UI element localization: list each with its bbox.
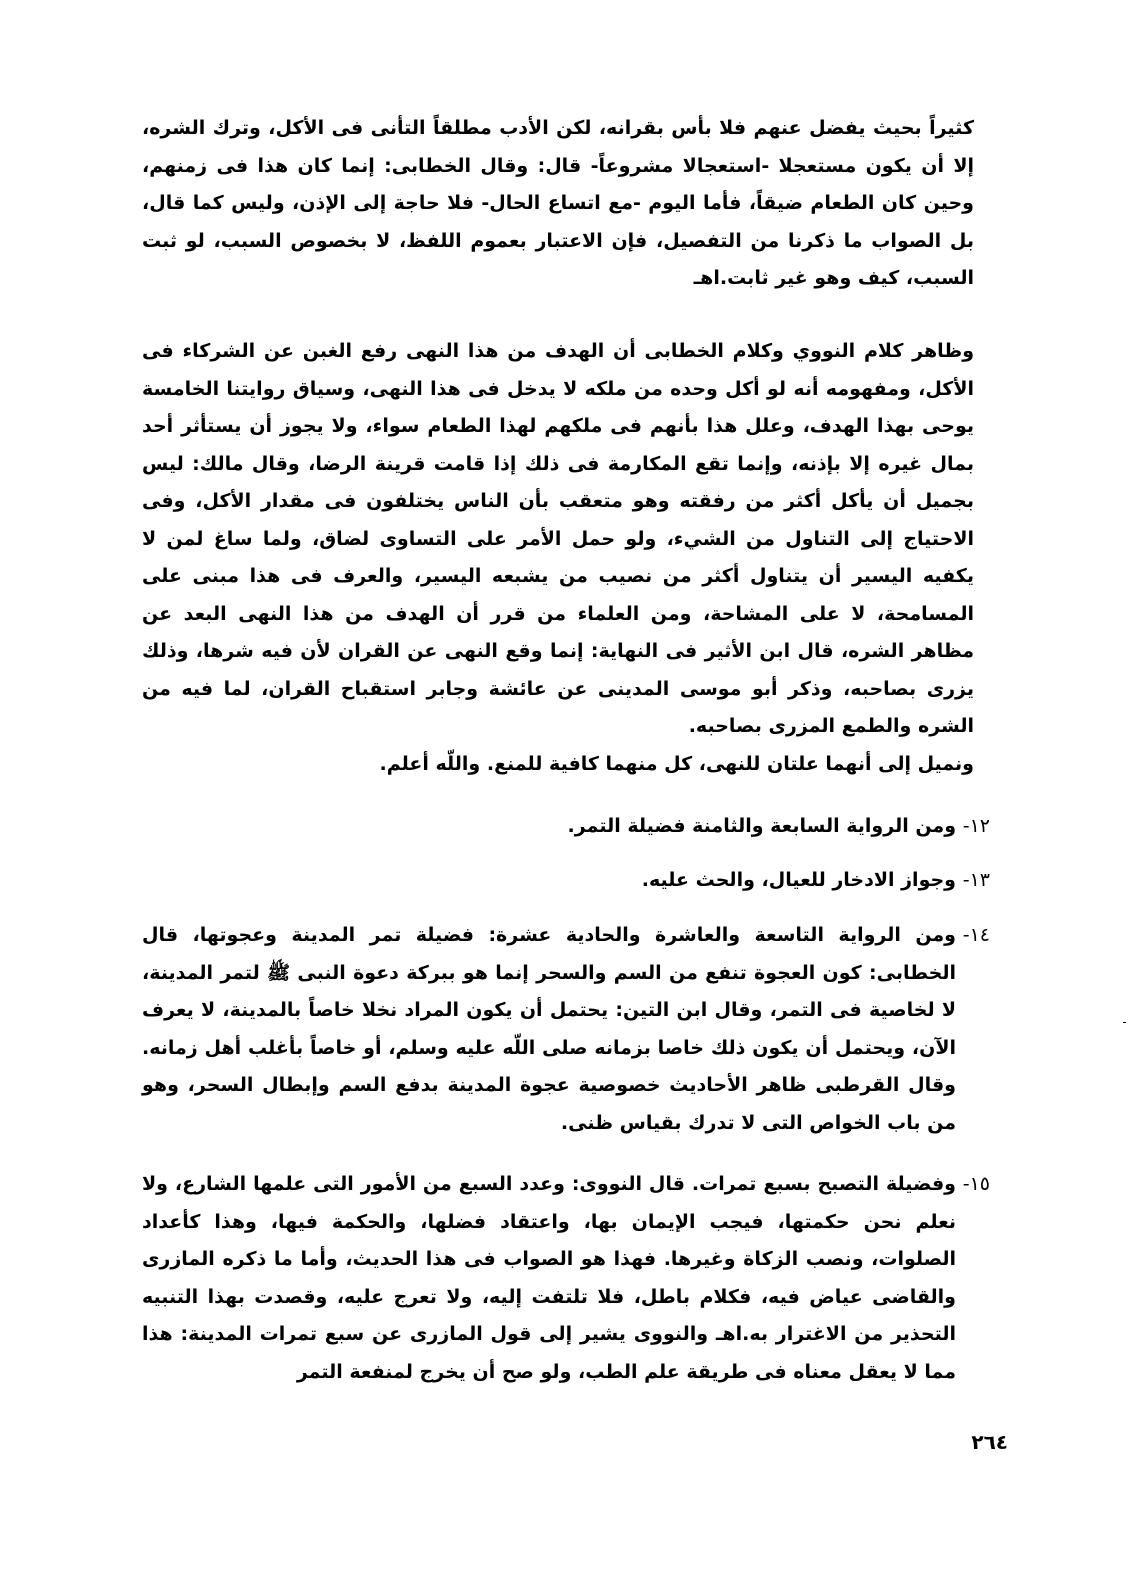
scan-artifact-mark (1123, 1022, 1126, 1023)
item-number: ١٣- (962, 869, 990, 891)
paragraph-nawawi-khattabi-discussion: وظاهر كلام النووي وكلام الخطابى أن الهدف من هذا النهى رفع الغبن عن الشركاء فى الأكل، ومفهومه أنه لو أكل وحده من ملكه لا يدخل فى هذا النهى، وسياق روايتنا الخامسة يوحى بهذا الهدف، وعلل هذا بأنهم فى ملكهم لهذا الطعام سواء، ولا يجوز أن يستأثر أحد بمال غيره إلا بإذنه، وإنما تقع المكارمة فى ذلك إذا قامت قرينة الرضا، وقال مالك: ليس بجميل أن يأكل أكثر من رفقته وهو متعقب بأن الناس يختلفون فى مقدار الأكل، وفى الاحتياج إلى التناول من الشيء، ولو حمل الأمر على التساوى لضاق، ولما ساغ لمن لا يكفيه اليسير أن يتناول أكثر من نصيب من يشبعه اليسير، والعرف فى هذا مبنى على المسامحة، لا على المشاحة، ومن العلماء من قرر أن الهدف من هذا النهى البعد عن مظاهر الشره، قال ابن الأثير فى النهاية: إنما وقع النهى عن القران لأن فيه شرها، وذلك يزرى بصاحبه، وذكر أبو موسى المدينى عن عائشة وجابر استقباح القران، لما فيه من الشره والطمع المزرى بصاحبه. (142, 340, 974, 737)
item-text: ومن الرواية التاسعة والعاشرة والحادية عشرة: فضيلة تمر المدينة وعجوتها، قال الخطابى: كون العجوة تنفع من السم والسحر إنما هو ببركة دعوة النبى ﷺ لتمر المدينة، لا لخاصية فى التمر، وقال ابن التين: يحتمل أن يكون المراد نخلا خاصاً بالمدينة، لا يعرف الآن، ويحتمل أن يكون ذلك خاصا بزمانه صلى اللّه عليه وسلم، أو خاصاً بأغلب أهل زمانه. وقال القرطبى ظاهر الأحاديث خصوصية عجوة المدينة بدفع السم وإبطال السحر، وهو من باب الخواص التى لا تدرك بقياس ظنى. (142, 924, 956, 1134)
item-text: ومن الرواية السابعة والثامنة فضيلة التمر. (567, 815, 956, 837)
paragraph-continuation-khattabi: كثيراً بحيث يفضل عنهم فلا بأس بقرانه، لكن الأدب مطلقاً التأنى فى الأكل، وترك الشره، إلا أن يكون مستعجلا -استعجالا مشروعاً- قال: وقال الخطابى: إنما كان هذا فى زمنهم، وحين كان الطعام ضيقاً، فأما اليوم -مع اتساع الحال- فلا حاجة إلى الإذن، وليس كما قال، بل الصواب ما ذكرنا من التفصيل، فإن الاعتبار بعموم اللفظ، لا بخصوص السبب، لو ثبت السبب، كيف وهو غير ثابت.اهـ (142, 117, 974, 289)
numbered-item-14 (142, 917, 990, 1142)
item-number: ١٥- (962, 1173, 990, 1195)
item-number: ١٢- (962, 815, 990, 837)
item-text: وفضيلة التصبح بسبع تمرات. قال النووى: وعدد السبع من الأمور التى علمها الشارع، ولا نعلم نحن حكمتها، فيجب الإيمان بها، واعتقاد فضلها، والحكمة فيها، وهذا كأعداد الصلوات، ونصب الزكاة وغيرها. فهذا هو الصواب فى هذا الحديث، وأما ما ذكره المازرى والقاضى عياض فيه، فكلام باطل، فلا تلتفت إليه، ولا تعرج عليه، وقصدت بهذا التنبيه التحذير من الاغترار به.اهـ والنووى يشير إلى قول المازرى عن سبع تمرات المدينة: هذا مما لا يعقل معناه فى طريقة علم الطب، ولو صح أن يخرج لمنفعة التمر (142, 1173, 956, 1383)
item-text: وجواز الادخار للعيال، والحث عليه. (641, 869, 956, 891)
numbered-item-15 (142, 1166, 990, 1391)
paragraph-conclusion: ونميل إلى أنهما علتان للنهى، كل منهما كافية للمنع. واللّه أعلم. (379, 753, 974, 775)
page-number: ٢٦٤ (971, 1430, 1008, 1454)
item-number: ١٤- (962, 924, 990, 946)
numbered-item-12 (142, 808, 990, 846)
numbered-item-13 (142, 862, 990, 900)
